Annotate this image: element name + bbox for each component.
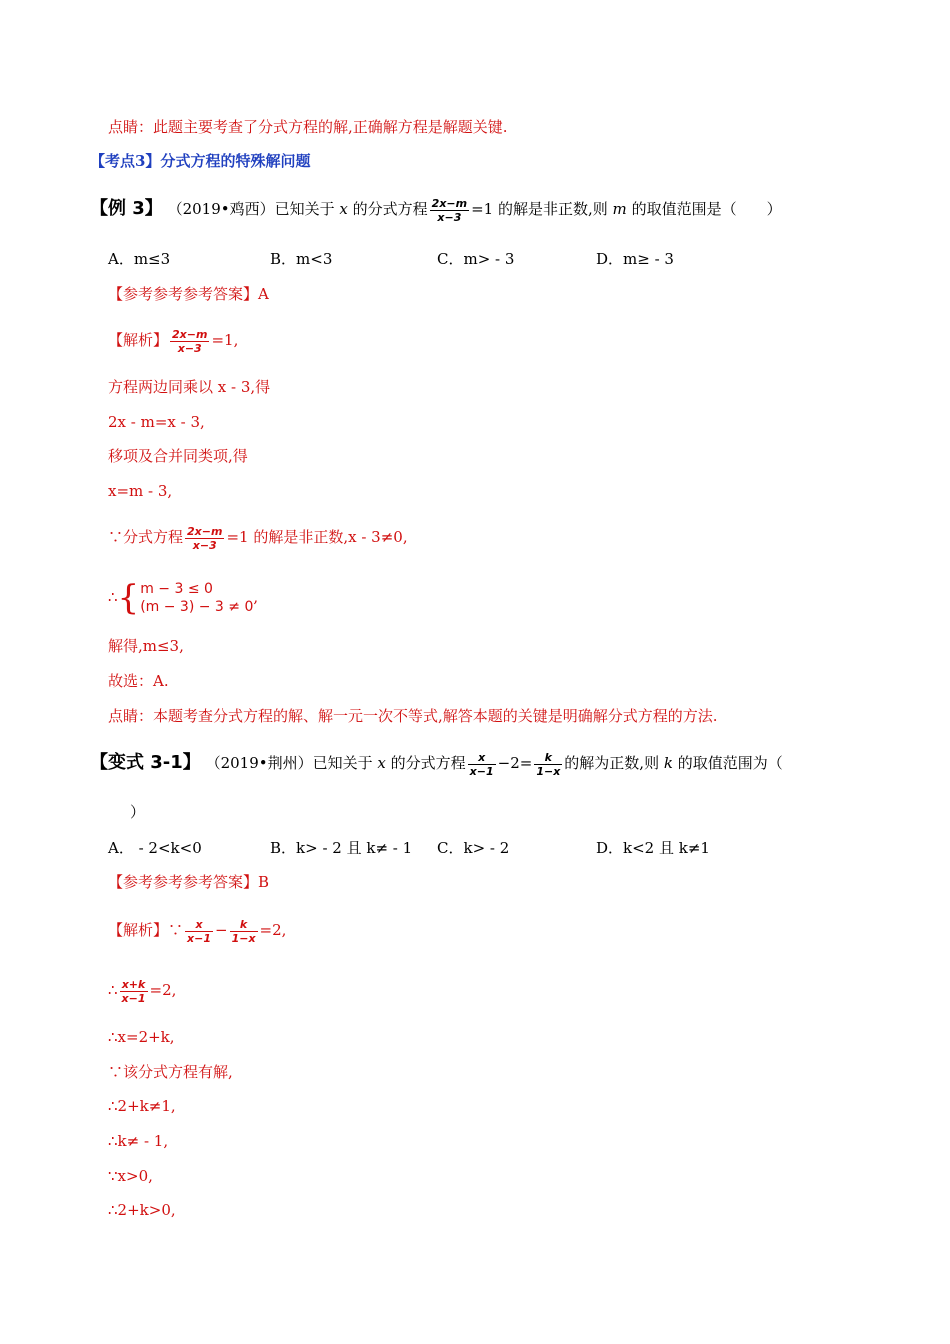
stem-text: 的取值范围为（ (677, 754, 783, 772)
system-row-1: m − 3 ≤ 0 (140, 581, 213, 597)
analysis-line-1 (108, 912, 286, 948)
option-a: A．m≤3 (108, 250, 171, 268)
example-3-source: （2019•鸡西） (167, 200, 275, 218)
stem-close-paren: ） (130, 803, 146, 821)
solution-step-7: ∵x>0, (108, 1167, 153, 1185)
option-a: A． - 2<k<0 (108, 839, 202, 857)
example-3-stem (90, 196, 782, 224)
fraction (468, 751, 496, 778)
equation-tail: =2, (149, 981, 177, 999)
solution-choice: 故选：A. (108, 672, 169, 690)
solution-step-3: ∴x=2+k, (108, 1028, 175, 1046)
fraction-numerator: x (468, 751, 496, 765)
equation-tail: =1, (211, 331, 239, 349)
fraction-numerator: k (534, 751, 562, 765)
fraction (230, 918, 258, 945)
option-c: C．k> - 2 (437, 839, 510, 857)
stem-text: 的分式方程 (352, 200, 428, 218)
stem-text: 的取值范围是（ ） (631, 200, 782, 218)
because-symbol: ∵ (168, 921, 184, 939)
fraction (185, 525, 224, 552)
solution-step-3: 2x - m=x - 3, (108, 413, 205, 431)
fraction-denominator: x−3 (177, 341, 202, 355)
fraction (534, 751, 562, 778)
fraction (185, 918, 213, 945)
equation-tail: =2, (259, 921, 287, 939)
stem-text: 已知关于 (274, 200, 335, 218)
stem-text: =1 的解是非正数,则 (471, 200, 608, 218)
section-heading: 【考点3】分式方程的特殊解问题 (90, 152, 311, 170)
fraction (120, 978, 148, 1005)
therefore-symbol: ∴ (108, 981, 118, 999)
stem-text: 已知关于 (312, 754, 373, 772)
option-b: B．k> - 2 且 k≠ - 1 (270, 839, 413, 857)
fraction-denominator: x−3 (437, 210, 462, 224)
var-x: x (377, 754, 386, 772)
therefore-symbol: ∴ (108, 588, 118, 606)
inequality-system (140, 580, 253, 616)
variant-3-1-stem (90, 748, 783, 778)
solution-step-7-system (108, 577, 258, 617)
solution-step-5: x=m - 3, (108, 482, 173, 500)
stem-text: 的分式方程 (390, 754, 466, 772)
minus-sign: − (215, 921, 228, 939)
brace-icon: { (117, 578, 140, 618)
fraction-numerator: k (230, 918, 258, 932)
fraction-numerator: 2x−m (187, 524, 223, 538)
system-row-2: (m − 3) − 3 ≠ 0 (140, 599, 254, 615)
example-3-tag: 【例 3】 (90, 198, 163, 219)
fraction (430, 197, 469, 224)
fraction-numerator: x+k (120, 978, 148, 992)
stem-text: −2= (497, 754, 533, 772)
option-d: D．k<2 且 k≠1 (596, 839, 710, 857)
fraction-denominator: x−3 (192, 538, 217, 552)
fraction-denominator: 1−x (536, 764, 561, 778)
solution-step-2 (108, 972, 176, 1008)
var-m: m (612, 200, 627, 218)
fraction-numerator: 2x−m (172, 327, 208, 341)
solution-step-8: 解得,m≤3, (108, 637, 184, 655)
option-d: D．m≥ - 3 (596, 250, 674, 268)
stem-text: 的解为正数,则 (564, 754, 660, 772)
option-c: C．m> - 3 (437, 250, 515, 268)
top-comment: 点睛：此题主要考查了分式方程的解,正确解方程是解题关键. (108, 118, 508, 136)
solution-step-6: ∴k≠ - 1, (108, 1132, 169, 1150)
fraction-denominator: x−1 (187, 931, 211, 945)
step-text: ∵分式方程 (108, 528, 184, 546)
fraction-denominator: 1−x (231, 931, 256, 945)
solution-step-4: 移项及合并同类项,得 (108, 447, 248, 465)
fraction-numerator: 2x−m (431, 196, 468, 210)
solution-step-5: ∴2+k≠1, (108, 1097, 176, 1115)
analysis-line-1 (108, 323, 238, 357)
fraction-denominator: x−1 (469, 764, 494, 778)
step-text: =1 的解是非正数,x - 3≠0, (226, 528, 408, 546)
solution-step-6 (108, 520, 408, 554)
fraction (170, 328, 209, 355)
comment: 点睛：本题考查分式方程的解、解一元一次不等式,解答本题的关键是明确解分式方程的方法. (108, 707, 718, 725)
variant-tag: 【变式 3-1】 (90, 752, 201, 773)
analysis-label: 【解析】 (108, 921, 169, 939)
variant-source: （2019•荆州） (205, 754, 313, 772)
fraction-denominator: x−1 (121, 991, 146, 1005)
solution-step-2: 方程两边同乘以 x - 3,得 (108, 378, 271, 396)
solution-step-8: ∴2+k>0, (108, 1201, 176, 1219)
system-tail: , (253, 588, 259, 606)
solution-step-4: ∵该分式方程有解, (108, 1063, 233, 1081)
analysis-label: 【解析】 (108, 331, 169, 349)
answer: 【参考参考参考答案】A (108, 285, 269, 303)
var-x: x (339, 200, 348, 218)
var-k: k (663, 754, 673, 772)
option-b: B．m<3 (270, 250, 333, 268)
fraction-numerator: x (185, 918, 213, 932)
answer: 【参考参考参考答案】B (108, 873, 270, 891)
